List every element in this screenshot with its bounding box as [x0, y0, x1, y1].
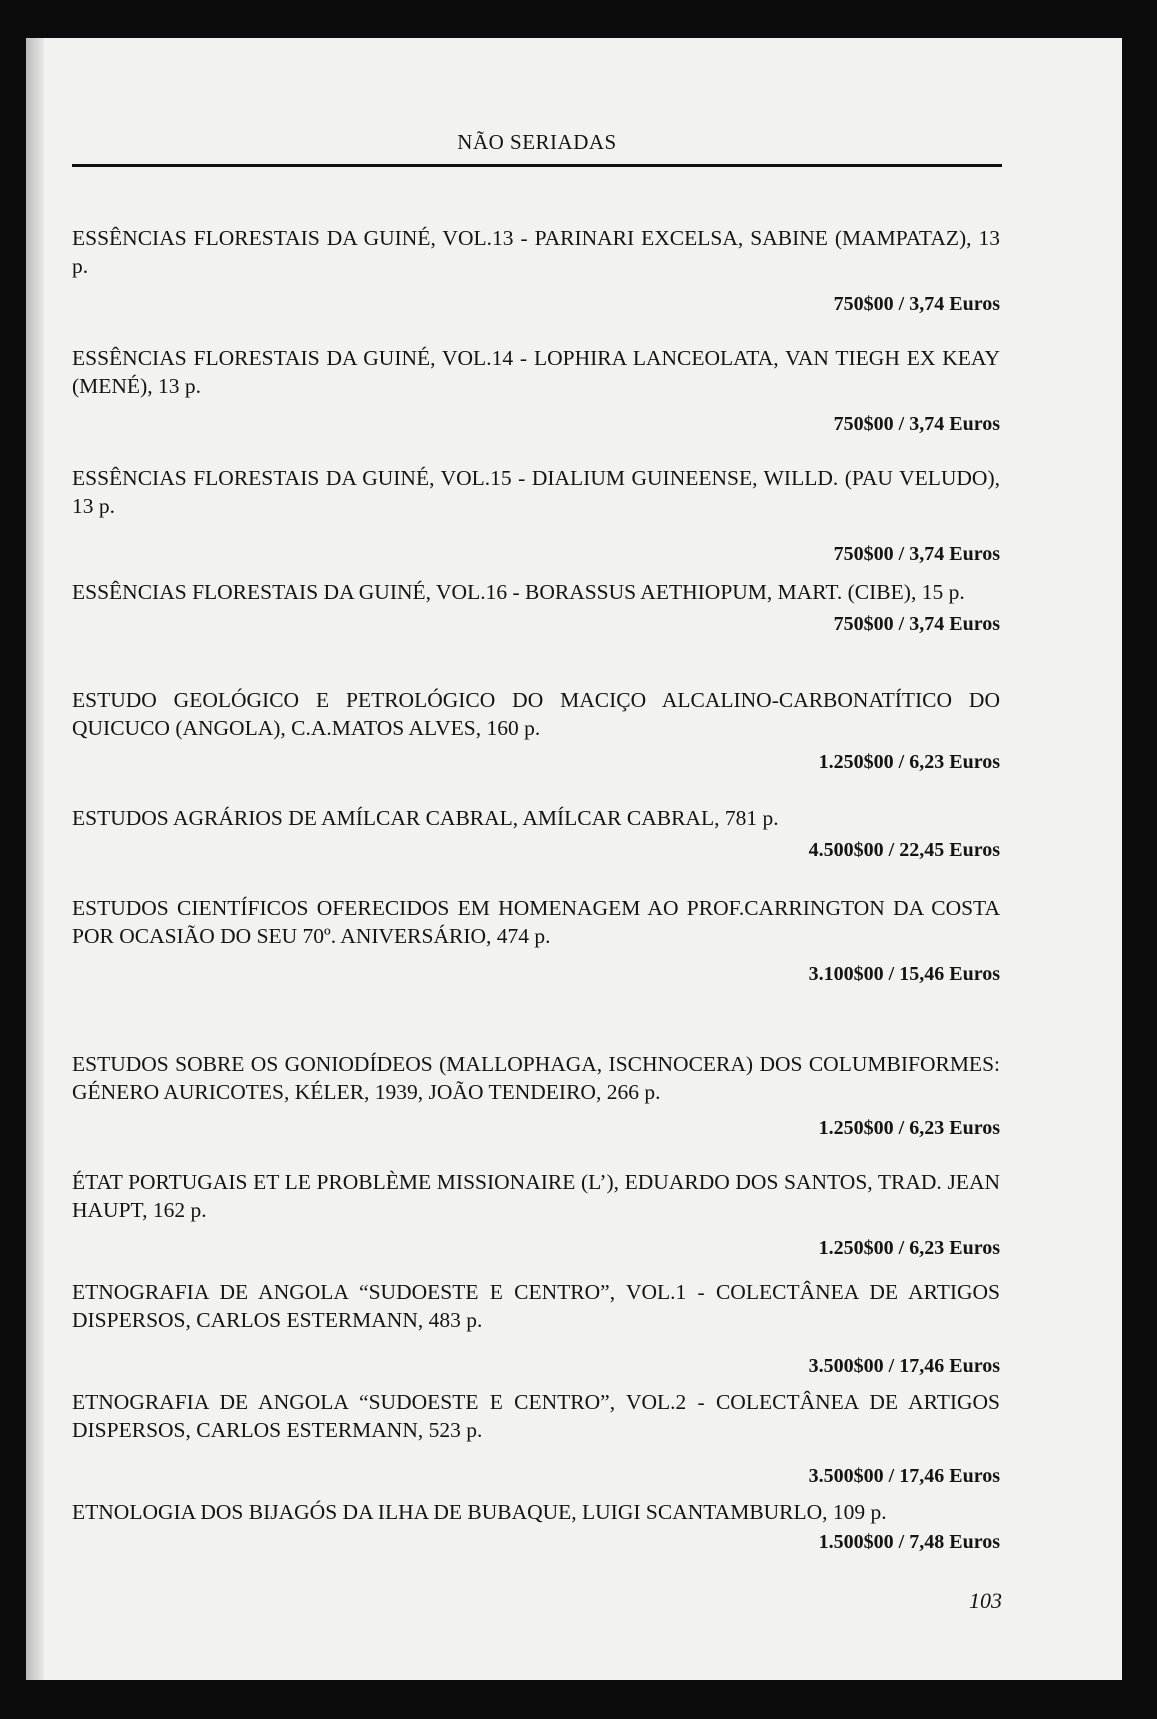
catalog-entry [72, 894, 1000, 986]
entry-title: ESTUDO GEOLÓGICO E PETROLÓGICO DO MACIÇO ALCALINO-CARBONATÍTICO DO QUICUCO (ANGOLA), C.A.MATOS ALVES, 160 p. [72, 688, 1000, 740]
entry-price: 1.250$00 / 6,23 Euros [818, 1237, 1000, 1259]
catalog-entry [72, 1168, 1000, 1260]
entry-price: 4.500$00 / 22,45 Euros [808, 839, 1000, 861]
entry-price: 750$00 / 3,74 Euros [833, 543, 1000, 565]
catalog-entry [72, 344, 1000, 436]
catalog-entry [72, 1050, 1000, 1140]
entry-price: 750$00 / 3,74 Euros [833, 613, 1000, 635]
catalog-entry [72, 1278, 1000, 1378]
entry-price: 1.250$00 / 6,23 Euros [818, 751, 1000, 773]
catalog-entry [72, 1388, 1000, 1488]
entry-title: ESTUDOS CIENTÍFICOS OFERECIDOS EM HOMENAGEM AO PROF.CARRINGTON DA COSTA POR OCASIÃO DO SEU 70º. ANIVERSÁRIO, 474 p. [72, 896, 1000, 948]
entry-price: 3.100$00 / 15,46 Euros [808, 963, 1000, 985]
entry-title: ETNOGRAFIA DE ANGOLA “SUDOESTE E CENTRO”, VOL.2 - COLECTÂNEA DE ARTIGOS DISPERSOS, CARLOS ESTERMANN, 523 p. [72, 1390, 1000, 1442]
entry-title: ESSÊNCIAS FLORESTAIS DA GUINÉ, VOL.16 - BORASSUS AETHIOPUM, MART. (CIBE), 15 p. [72, 580, 965, 604]
header-rule [72, 164, 1002, 167]
catalog-entry [72, 804, 1000, 862]
entry-title: ÉTAT PORTUGAIS ET LE PROBLÈME MISSIONAIRE (L’), EDUARDO DOS SANTOS, TRAD. JEAN HAUPT, 162 p. [72, 1170, 1000, 1222]
entry-title: ETNOLOGIA DOS BIJAGÓS DA ILHA DE BUBAQUE, LUIGI SCANTAMBURLO, 109 p. [72, 1500, 887, 1524]
book-spine-shadow [26, 38, 44, 1680]
entry-title: ESSÊNCIAS FLORESTAIS DA GUINÉ, VOL.15 - DIALIUM GUINEENSE, WILLD. (PAU VELUDO), 13 p. [72, 466, 1000, 518]
entry-price: 3.500$00 / 17,46 Euros [808, 1355, 1000, 1377]
catalog-entry [72, 1498, 1000, 1554]
page-header: NÃO SERIADAS [457, 130, 617, 154]
entry-title: ESSÊNCIAS FLORESTAIS DA GUINÉ, VOL.14 - LOPHIRA LANCEOLATA, VAN TIEGH EX KEAY (MENÉ), 13 p. [72, 346, 1000, 398]
catalog-entry [72, 686, 1000, 774]
catalog-entry [72, 464, 1000, 566]
catalog-entry [72, 224, 1000, 316]
entry-title: ETNOGRAFIA DE ANGOLA “SUDOESTE E CENTRO”, VOL.1 - COLECTÂNEA DE ARTIGOS DISPERSOS, CARLOS ESTERMANN, 483 p. [72, 1280, 1000, 1332]
entry-title: ESSÊNCIAS FLORESTAIS DA GUINÉ, VOL.13 - PARINARI EXCELSA, SABINE (MAMPATAZ), 13 p. [72, 226, 1000, 278]
catalog-entry [72, 578, 1000, 636]
entry-title: ESTUDOS AGRÁRIOS DE AMÍLCAR CABRAL, AMÍLCAR CABRAL, 781 p. [72, 806, 779, 830]
entry-price: 750$00 / 3,74 Euros [833, 293, 1000, 315]
book-page [26, 38, 1122, 1680]
entry-price: 750$00 / 3,74 Euros [833, 413, 1000, 435]
page-number: 103 [969, 1588, 1002, 1613]
entry-price: 1.500$00 / 7,48 Euros [818, 1531, 1000, 1553]
entry-price: 1.250$00 / 6,23 Euros [818, 1117, 1000, 1139]
entry-price: 3.500$00 / 17,46 Euros [808, 1465, 1000, 1487]
entry-title: ESTUDOS SOBRE OS GONIODÍDEOS (MALLOPHAGA, ISCHNOCERA) DOS COLUMBIFORMES: GÉNERO AURICOTES, KÉLER, 1939, JOÃO TENDEIRO, 266 p. [72, 1052, 1000, 1104]
